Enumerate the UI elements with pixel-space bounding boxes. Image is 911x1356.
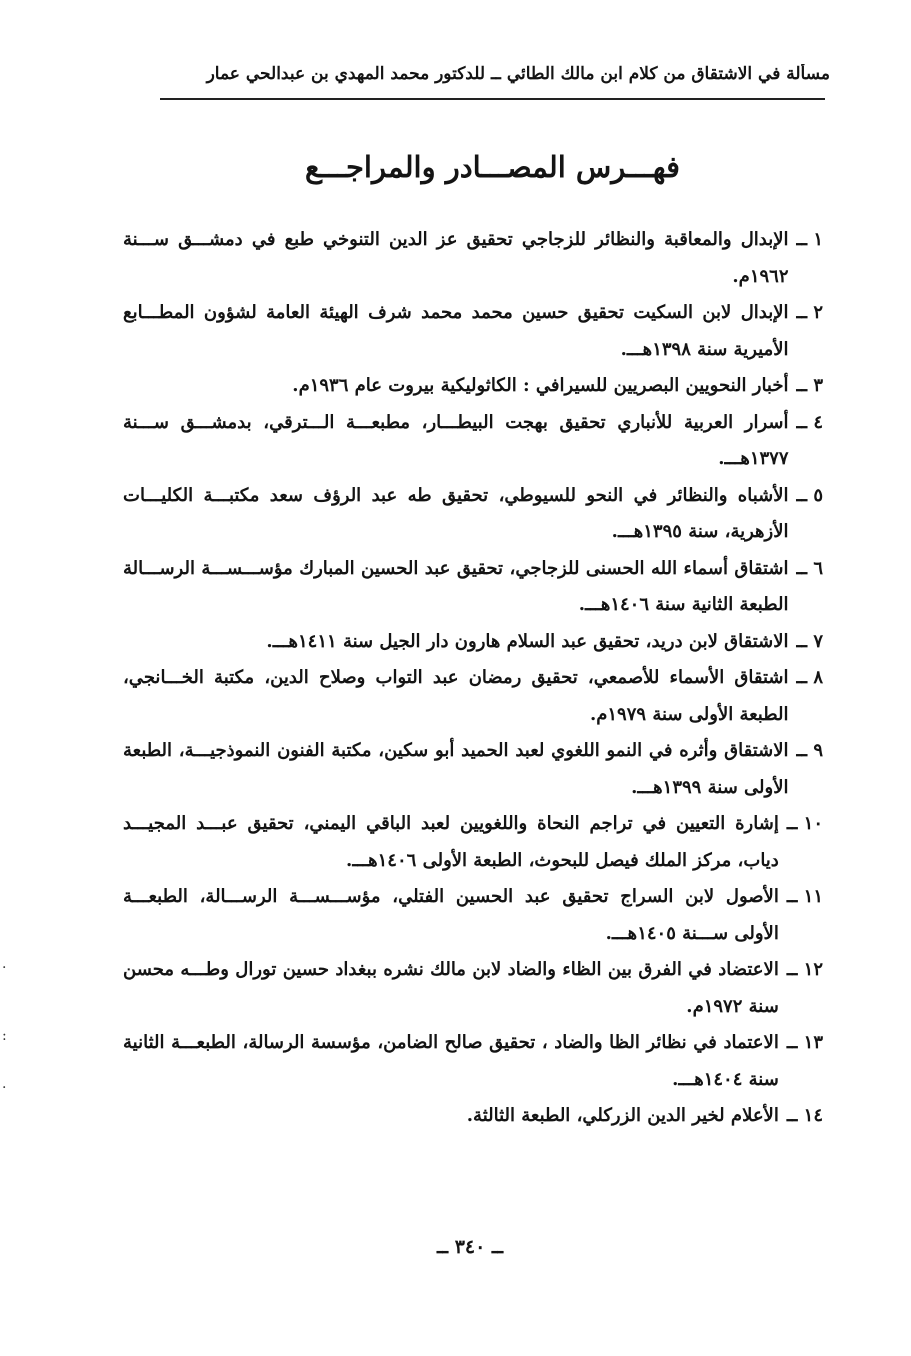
scan-margin-mark: ·	[2, 1080, 7, 1096]
header-divider	[160, 98, 825, 100]
reference-entry-3	[123, 368, 823, 405]
entry-number: ١ ــ	[796, 229, 823, 250]
reference-entry-4	[123, 405, 823, 478]
scan-margin-mark: :	[2, 1028, 7, 1044]
reference-entry-9	[123, 733, 823, 806]
entry-text: الأعلام لخير الدين الزركلي، الطبعة الثالثة.	[466, 1105, 779, 1126]
running-header: مسألة في الاشتقاق من كلام ابن مالك الطائي ــ للدكتور محمد المهدي بن عبدالحي عمار	[206, 64, 830, 84]
entry-number: ١٠ ــ	[786, 813, 823, 834]
entry-text: الإبدال لابن السكيت تحقيق حسين محمد محمد شرف الهيئة العامة لشؤون المطـــابع الأميرية سنة ١٣٩٨هـــ.	[123, 302, 789, 360]
entry-number: ٥ ــ	[796, 484, 823, 506]
entry-text: اشتقاق أسماء الله الحسنى للزجاجي، تحقيق عبد الحسين المبارك مؤســـســـة الرســـالة الطبعة الثانية سنة ١٤٠٦هـــ.	[123, 557, 789, 615]
entry-number: ٣ ــ	[796, 375, 823, 396]
entry-text: الأشباه والنظائر في النحو للسيوطي، تحقيق طه عبد الرؤف سعد مكتبـــة الكليـــات الأزهرية، سنة ١٣٩٥هـــ.	[123, 484, 789, 542]
entry-number: ٩ ــ	[796, 740, 823, 761]
entry-text: الاشتقاق وأثره في النمو اللغوي لعبد الحميد أبو سكين، مكتبة الفنون النموذجيـــة، الطبعة الأولى سنة ١٣٩٩هـــ.	[123, 740, 789, 798]
reference-entry-13	[123, 1025, 823, 1098]
reference-entry-11	[123, 879, 823, 952]
reference-entry-12	[123, 952, 823, 1025]
entry-number: ٨ ــ	[796, 667, 823, 688]
entry-number: ٦ ــ	[796, 557, 823, 579]
entry-text: أسرار العربية للأنباري تحقيق بهجت البيطـــار، مطبعـــة الـــترقي، بدمشـــق ســـنة ١٣٧٧هـــ.	[123, 411, 789, 469]
entry-text: الاشتقاق لابن دريد، تحقيق عبد السلام هارون دار الجيل سنة ١٤١١هـــ.	[266, 630, 789, 652]
references-list	[123, 222, 823, 1135]
entry-number: ١٢ ــ	[786, 959, 823, 980]
reference-entry-5	[123, 478, 823, 551]
reference-entry-10	[123, 806, 823, 879]
entry-number: ٢ ــ	[796, 302, 823, 323]
entry-text: الاعتضاد في الفرق بين الظاء والضاد لابن مالك نشره ببغداد حسين تورال وطـــه محسن سنة ١٩٧٢م.	[123, 959, 779, 1017]
scan-margin-mark: ·	[2, 960, 7, 976]
entry-number: ٤ ــ	[796, 411, 823, 433]
reference-entry-2	[123, 295, 823, 368]
reference-entry-14	[123, 1098, 823, 1135]
page-title: فهـــرس المصـــادر والمراجـــع	[305, 150, 680, 184]
reference-entry-6	[123, 551, 823, 624]
entry-text: الإبدال والمعاقبة والنظائر للزجاجي تحقيق عز الدين التنوخي طبع في دمشـــق ســـنة ١٩٦٢م.	[123, 229, 789, 287]
entry-text: الاعتماد في نظائر الظا والضاد ، تحقيق صالح الضامن، مؤسسة الرسالة، الطبعـــة الثانية سنة ١٤٠٤هـــ.	[123, 1032, 779, 1090]
entry-text: اشتقاق الأسماء للأصمعي، تحقيق رمضان عبد التواب وصلاح الدين، مكتبة الخـــانجي، الطبعة الأولى سنة ١٩٧٩م.	[123, 667, 789, 725]
reference-entry-7	[123, 624, 823, 661]
entry-text: إشارة التعيين في تراجم النحاة واللغويين لعبد الباقي اليمني، تحقيق عبـــد المجيـــد دياب، مركز الملك فيصل للبحوث، الطبعة الأولى ١٤٠٦هـــ.	[123, 813, 779, 871]
entry-number: ١٣ ــ	[786, 1032, 823, 1053]
entry-number: ٧ ــ	[796, 630, 823, 652]
page-number: ــ ٣٤٠ ــ	[436, 1236, 504, 1258]
entry-number: ١٤ ــ	[786, 1105, 823, 1126]
entry-text: الأصول لابن السراج تحقيق عبد الحسين الفتلي، مؤســـســـة الرســـالة، الطبعـــة الأولى ســـنة ١٤٠٥هـــ.	[123, 886, 779, 944]
reference-entry-8	[123, 660, 823, 733]
reference-entry-1	[123, 222, 823, 295]
entry-number: ١١ ــ	[786, 886, 823, 907]
entry-text: أخبار النحويين البصريين للسيرافي : الكاثوليكية بيروت عام ١٩٣٦م.	[292, 375, 789, 396]
